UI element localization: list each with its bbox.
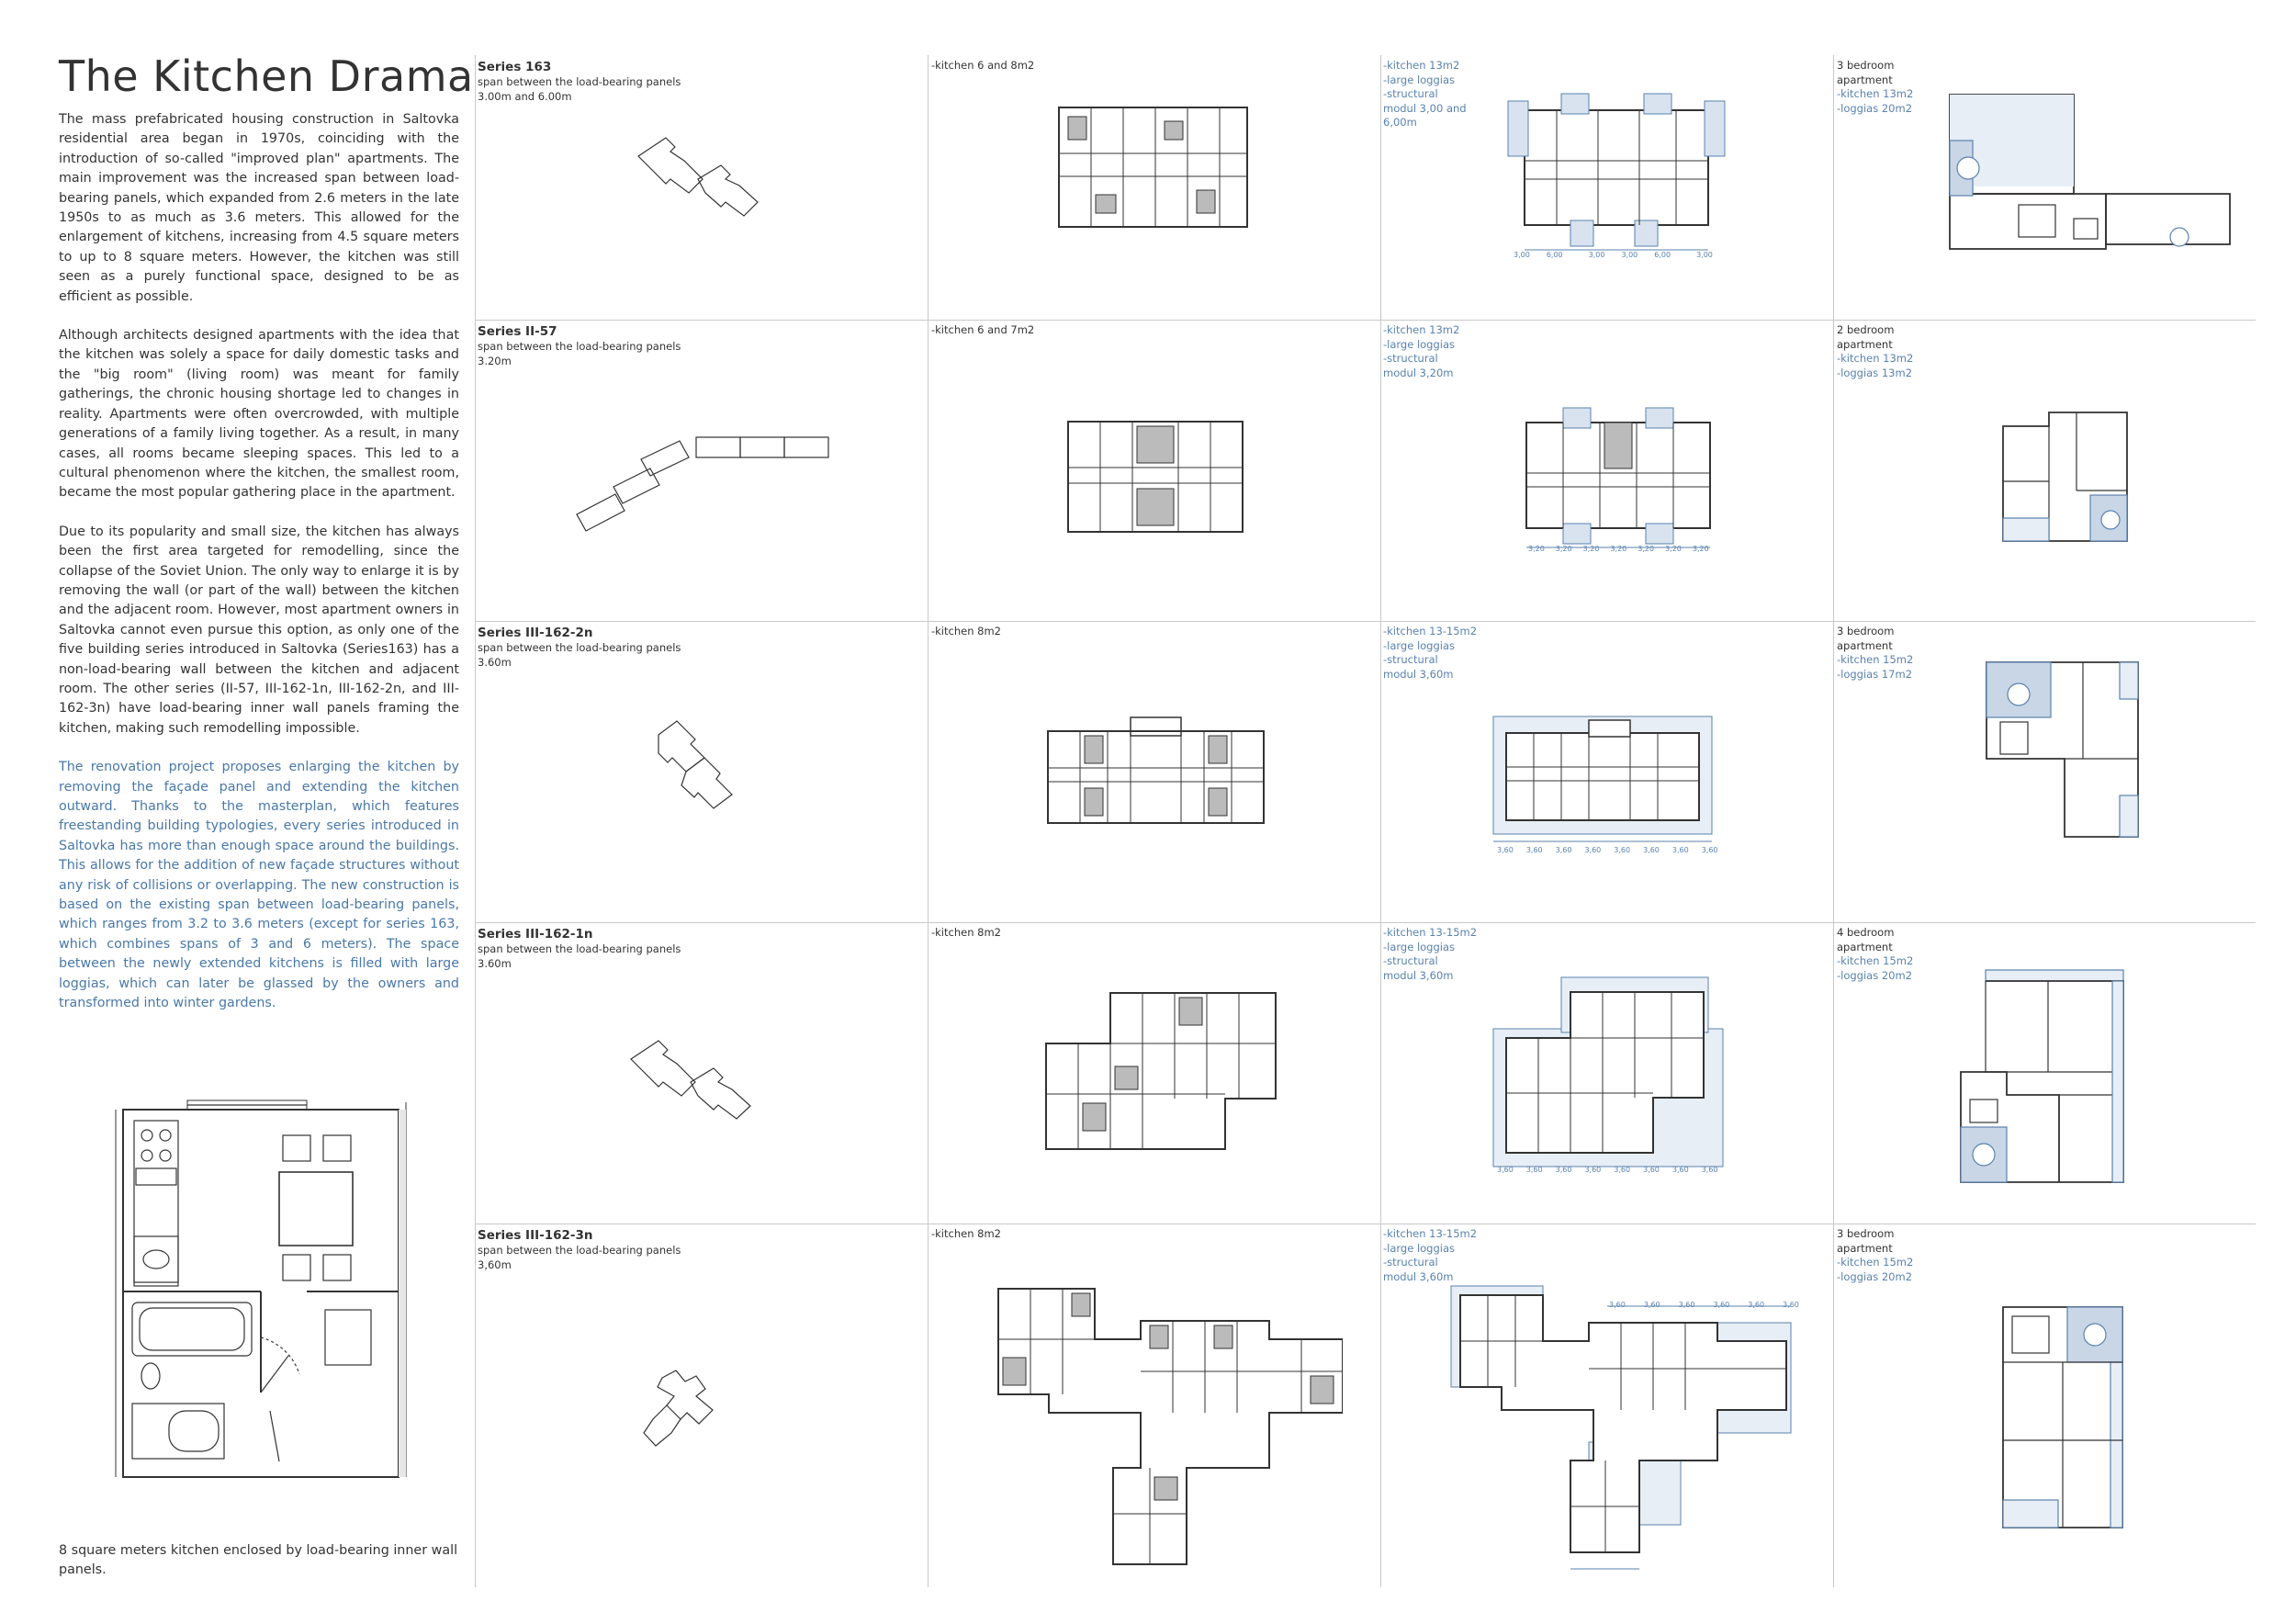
apartment-spec: -kitchen 15m2 bbox=[1837, 954, 1914, 967]
page-title: The Kitchen Drama bbox=[59, 51, 474, 101]
existing-floor-plan-drawing bbox=[1064, 417, 1247, 536]
proposed-info bbox=[1383, 625, 1477, 682]
row-divider-3 bbox=[476, 922, 2256, 923]
proposed-line: -large loggias bbox=[1383, 337, 1456, 351]
series-title: Series 163 bbox=[478, 60, 552, 74]
dimension-label: 3,60 bbox=[1678, 1301, 1695, 1309]
existing-kitchen-info bbox=[931, 323, 1034, 338]
apartment-spec: -loggias 20m2 bbox=[1837, 1269, 1913, 1283]
span-label: span between the load-bearing panels bbox=[478, 1244, 681, 1257]
proposed-line: modul 3,00 and bbox=[1383, 101, 1467, 115]
span-value: 3.00m and 6.00m bbox=[478, 89, 572, 103]
dimension-label: 3,60 bbox=[1555, 846, 1572, 854]
dimension-label: 3,20 bbox=[1665, 545, 1682, 553]
series-info bbox=[478, 323, 681, 368]
series-title: Series III-162-2n bbox=[478, 626, 593, 640]
apartment-type: 2 bedroom bbox=[1837, 323, 1895, 336]
dimension-label: 3,60 bbox=[1525, 846, 1543, 854]
proposed-line: -structural bbox=[1383, 1256, 1438, 1269]
dimension-label: 3,60 bbox=[1671, 846, 1689, 854]
row-divider-2 bbox=[476, 621, 2256, 622]
grid-divider-3 bbox=[1380, 55, 1381, 1587]
apartment-plan-drawing bbox=[1998, 1303, 2136, 1532]
dimension-label: 3,20 bbox=[1555, 545, 1572, 553]
dimension-label: 3,60 bbox=[1609, 1301, 1626, 1309]
proposed-info bbox=[1383, 59, 1467, 130]
dimension-label: 3,60 bbox=[1783, 1301, 1799, 1309]
span-value: 3.60m bbox=[478, 956, 512, 970]
intro-paragraph-1: The mass prefabricated housing construction in Saltovka residential area began in 1970s, coinciding with the introduction of so-called "improved plan" apartments. The main improvement was the increased span between load-bearing panels, which expanded from 2.6 meters in the late 1950s to as much as 3.6 meters. This allowed for the enlargement of kitchens, increasing from 4.5 square meters to up to 8 square meters. However, the kitchen was still seen as a purely functional space, designed to be as efficient as possible. bbox=[59, 112, 459, 304]
proposed-info bbox=[1383, 323, 1459, 380]
apartment-spec: -loggias 17m2 bbox=[1837, 667, 1913, 681]
kitchen-floor-plan-drawing bbox=[59, 1099, 459, 1484]
site-footprint-drawing bbox=[654, 716, 746, 836]
apartment-plan-drawing bbox=[1956, 966, 2158, 1187]
apartment-type: apartment bbox=[1837, 638, 1893, 652]
existing-kitchen-size: -kitchen 8m2 bbox=[931, 1227, 1001, 1240]
existing-floor-plan-drawing bbox=[1041, 988, 1280, 1154]
apartment-spec: -kitchen 15m2 bbox=[1837, 653, 1914, 666]
proposed-line: -kitchen 13m2 bbox=[1383, 323, 1460, 336]
series-title: Series III-162-3n bbox=[478, 1228, 593, 1243]
dimension-label: 3,60 bbox=[1584, 846, 1602, 854]
existing-floor-plan-drawing bbox=[994, 1284, 1343, 1569]
dimension-label: 3,60 bbox=[1555, 1166, 1572, 1174]
dimension-label: 3,60 bbox=[1584, 1166, 1602, 1174]
existing-kitchen-info bbox=[931, 926, 1001, 941]
apartment-type: apartment bbox=[1837, 940, 1893, 953]
existing-floor-plan-drawing bbox=[1054, 103, 1252, 236]
dimension-label: 3,00 bbox=[1621, 251, 1638, 259]
dimension-label: 3,60 bbox=[1701, 846, 1718, 854]
proposed-line: modul 3,60m bbox=[1383, 1269, 1454, 1283]
apartment-plan-drawing bbox=[1982, 658, 2166, 841]
apartment-spec: -kitchen 13m2 bbox=[1837, 352, 1914, 365]
dimension-label: 3,20 bbox=[1692, 545, 1709, 553]
proposed-line: modul 3,60m bbox=[1383, 667, 1454, 681]
apartment-type: 3 bedroom bbox=[1837, 59, 1895, 72]
apartment-info bbox=[1837, 323, 1913, 380]
series-info bbox=[478, 59, 681, 104]
proposed-line: -large loggias bbox=[1383, 638, 1456, 652]
dimension-label: 3,60 bbox=[1701, 1166, 1718, 1174]
apartment-spec: -kitchen 15m2 bbox=[1837, 1256, 1914, 1269]
span-value: 3.20m bbox=[478, 354, 512, 367]
dimension-label: 3,20 bbox=[1610, 545, 1627, 553]
dimension-label: 3,60 bbox=[1614, 1166, 1631, 1174]
dimension-labels bbox=[1609, 1298, 1799, 1313]
dimension-label: 3,60 bbox=[1497, 1166, 1514, 1174]
apartment-spec: -loggias 20m2 bbox=[1837, 968, 1913, 982]
apartment-spec: -kitchen 13m2 bbox=[1837, 87, 1914, 100]
dimension-label: 3,60 bbox=[1525, 1166, 1543, 1174]
grid-divider-1 bbox=[475, 55, 476, 1587]
intro-column bbox=[59, 51, 474, 1032]
span-label: span between the load-bearing panels bbox=[478, 340, 681, 353]
dimension-labels bbox=[1528, 542, 1709, 557]
dimension-label: 3,20 bbox=[1638, 545, 1655, 553]
apartment-type: apartment bbox=[1837, 337, 1893, 351]
series-info bbox=[478, 926, 681, 971]
proposed-line: -kitchen 13-15m2 bbox=[1383, 625, 1478, 637]
apartment-spec: -loggias 20m2 bbox=[1837, 101, 1913, 115]
apartment-info bbox=[1837, 1227, 1913, 1284]
existing-kitchen-info bbox=[931, 625, 1001, 639]
proposed-floor-plan-drawing bbox=[1506, 92, 1727, 257]
existing-floor-plan-drawing bbox=[1043, 713, 1268, 832]
span-label: span between the load-bearing panels bbox=[478, 942, 681, 955]
existing-kitchen-size: -kitchen 8m2 bbox=[931, 926, 1001, 939]
dimension-labels bbox=[1497, 843, 1718, 858]
dimension-labels bbox=[1514, 248, 1713, 263]
dimension-label: 3,60 bbox=[1748, 1301, 1765, 1309]
grid-divider-4 bbox=[1833, 55, 1834, 1587]
span-value: 3.60m bbox=[478, 655, 512, 669]
site-footprint-drawing bbox=[634, 129, 781, 220]
proposed-line: -structural bbox=[1383, 954, 1438, 967]
proposed-line: -structural bbox=[1383, 653, 1438, 666]
dimension-label: 3,60 bbox=[1497, 846, 1514, 854]
series-info bbox=[478, 625, 681, 670]
dimension-label: 3,60 bbox=[1614, 846, 1631, 854]
proposed-line: 6,00m bbox=[1383, 116, 1417, 129]
kitchen-plan-caption: 8 square meters kitchen enclosed by load-bearing inner wall panels. bbox=[59, 1543, 458, 1577]
dimension-label: 3,00 bbox=[1514, 251, 1530, 259]
proposal-paragraph: The renovation project proposes enlarging the kitchen by removing the façade panel and extending the kitchen outward. Thanks to the masterplan, which features freestanding building typologies, every series introduced in Saltovka has more than enough space around the buildings. This allows for the addition of new façade structures without any risk of collisions or overlapping. The new construction is based on the existing span between load-bearing panels, which ranges from 3.2 to 3.6 meters (except for series 163, which combines spans of 3 and 6 meters). The space between the newly extended kitchens is filled with large loggias, which can later be glassed by the owners and transformed into winter gardens. bbox=[59, 760, 459, 1011]
series-title: Series III-162-1n bbox=[478, 927, 593, 942]
apartment-plan-drawing bbox=[1998, 408, 2164, 546]
grid-divider-2 bbox=[928, 55, 929, 1587]
proposed-line: -kitchen 13m2 bbox=[1383, 59, 1460, 72]
dimension-label: 3,60 bbox=[1713, 1301, 1730, 1309]
span-label: span between the load-bearing panels bbox=[478, 641, 681, 654]
existing-kitchen-size: -kitchen 8m2 bbox=[931, 625, 1001, 637]
apartment-info bbox=[1837, 625, 1913, 682]
proposed-line: -structural bbox=[1383, 87, 1438, 100]
proposed-floor-plan-drawing bbox=[1517, 404, 1719, 551]
dimension-label: 3,60 bbox=[1643, 846, 1660, 854]
span-value: 3,60m bbox=[478, 1257, 512, 1271]
dimension-label: 6,00 bbox=[1546, 251, 1563, 259]
apartment-type: 3 bedroom bbox=[1837, 625, 1895, 637]
existing-kitchen-info bbox=[931, 59, 1034, 73]
proposed-floor-plan-drawing bbox=[1488, 707, 1717, 845]
proposed-line: modul 3,60m bbox=[1383, 968, 1454, 982]
series-info bbox=[478, 1227, 681, 1272]
dimension-label: 3,00 bbox=[1588, 251, 1605, 259]
proposed-line: -structural bbox=[1383, 352, 1438, 365]
dimension-label: 3,20 bbox=[1582, 545, 1600, 553]
existing-kitchen-info bbox=[931, 1227, 1001, 1242]
dimension-labels bbox=[1497, 1163, 1718, 1178]
dimension-label: 6,00 bbox=[1654, 251, 1671, 259]
intro-paragraph-2: Although architects designed apartments with the idea that the kitchen was solely a space for daily domestic tasks and the "big room" (living room) was meant for family gatherings, the chronic housing shortage led to changes in reality. Apartments were often overcrowded, with multiple generations of a family living together. As a result, in many cases, all rooms became sleeping spaces. This led to a cultural phenomenon where the kitchen, the smallest room, became the most popular gathering place in the apartment. bbox=[59, 328, 459, 501]
dimension-label: 3,60 bbox=[1643, 1301, 1660, 1309]
series-title: Series II-57 bbox=[478, 324, 557, 339]
intro-paragraph-3: Due to its popularity and small size, the kitchen has always been the first area targeted for remodelling, since the collapse of the Soviet Union. The only way to enlarge it is by removing the wall (or part of the wall) between the kitchen and the adjacent room. However, most apartment owners in Saltovka cannot even pursue this option, as only one of the five building series introduced in Saltovka (Series163) has a non-load-bearing wall between the kitchen and adjacent room. The other series (II-57, III-162-1n, III-162-2n, and III-162-3n) have load-bearing inner wall panels framing the kitchen, making such remodelling impossible. bbox=[59, 524, 459, 736]
proposed-line: -large loggias bbox=[1383, 940, 1456, 953]
dimension-label: 3,60 bbox=[1643, 1166, 1660, 1174]
apartment-type: apartment bbox=[1837, 1241, 1893, 1255]
apartment-info bbox=[1837, 926, 1913, 983]
proposed-line: -large loggias bbox=[1383, 73, 1456, 86]
proposed-line: -large loggias bbox=[1383, 1241, 1456, 1255]
site-footprint-drawing bbox=[639, 1369, 740, 1460]
site-footprint-drawing bbox=[626, 1036, 773, 1128]
apartment-type: apartment bbox=[1837, 73, 1893, 86]
proposed-info bbox=[1383, 926, 1477, 983]
proposed-line: -kitchen 13-15m2 bbox=[1383, 926, 1478, 939]
row-divider-1 bbox=[476, 320, 2256, 321]
apartment-type: 3 bedroom bbox=[1837, 1227, 1895, 1240]
apartment-info bbox=[1837, 59, 1913, 116]
existing-kitchen-size: -kitchen 6 and 8m2 bbox=[931, 59, 1035, 72]
proposed-line: -kitchen 13-15m2 bbox=[1383, 1227, 1478, 1240]
proposed-line: modul 3,20m bbox=[1383, 366, 1454, 379]
apartment-plan-drawing bbox=[1945, 90, 2239, 255]
apartment-spec: -loggias 13m2 bbox=[1837, 366, 1913, 379]
dimension-label: 3,20 bbox=[1528, 545, 1545, 553]
site-footprint-drawing bbox=[569, 432, 836, 560]
dimension-label: 3,00 bbox=[1696, 251, 1713, 259]
apartment-type: 4 bedroom bbox=[1837, 926, 1895, 939]
dimension-label: 3,60 bbox=[1671, 1166, 1689, 1174]
proposed-floor-plan-drawing bbox=[1488, 974, 1727, 1171]
existing-kitchen-size: -kitchen 6 and 7m2 bbox=[931, 323, 1035, 336]
span-label: span between the load-bearing panels bbox=[478, 75, 681, 88]
